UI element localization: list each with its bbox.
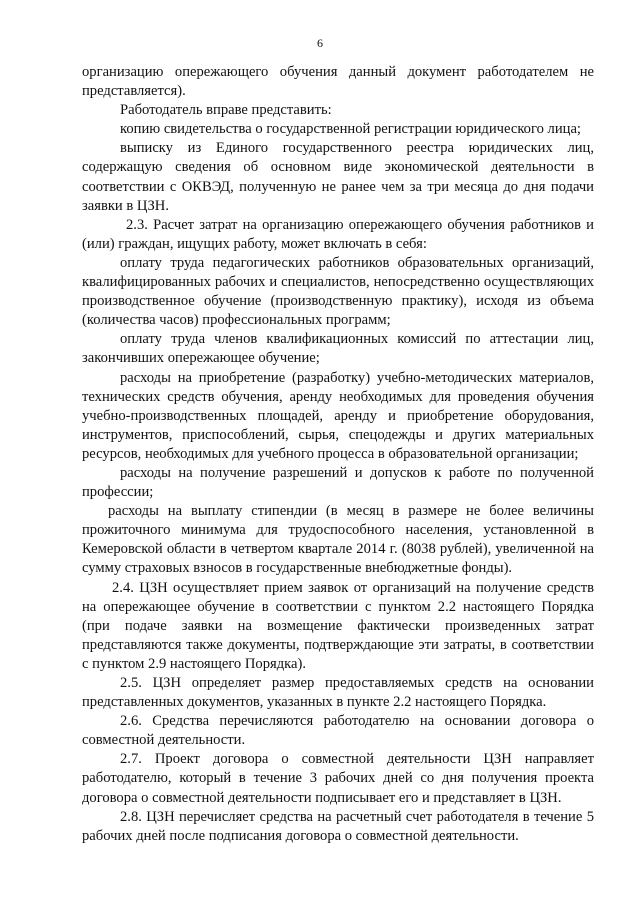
paragraph-materials-costs: расходы на приобретение (разработку) учебно-методических материалов, технических средств обучения, аренду необходимых для проведения обучения учебно-производственных площадей, аренду и приобретение оборудования, инструментов, приспособлений, сырья, спецодежды и других материальных ресурсов, необходимых для учебного процесса в образовательной организации;: [82, 369, 594, 462]
paragraph-2-6: 2.6. Средства перечисляются работодателю на основании договора о совместной деятельности.: [82, 713, 594, 749]
paragraph-employer-may-submit: Работодатель вправе представить:: [120, 102, 332, 119]
document-body: [82, 63, 594, 846]
paragraph-commission-pay: оплату труда членов квалификационных комиссий по аттестации лиц, закончивших опережающее обучение;: [82, 331, 594, 367]
paragraph-2-7: 2.7. Проект договора о совместной деятельности ЦЗН направляет работодателю, который в течение 3 рабочих дней со дня получения проекта договора о совместной деятельности подписывает его и представляет в ЦЗН.: [82, 751, 594, 806]
page-number: 6: [317, 36, 323, 50]
paragraph-2-5: 2.5. ЦЗН определяет размер предоставляемых средств на основании представленных документов, указанных в пункте 2.2 настоящего Порядка.: [82, 675, 594, 711]
paragraph-2-4: 2.4. ЦЗН осуществляет прием заявок от организаций на получение средств на опережающее обучение в соответствии с пунктом 2.2 настоящего Порядка (при подаче заявки на возмещение фактически произведенных затрат представляются также документы, подтверждающие эти затраты, в соответствии с пунктом 2.9 настоящего Порядка).: [82, 579, 594, 672]
paragraph-2-8: 2.8. ЦЗН перечисляет средства на расчетный счет работодателя в течение 5 рабочих дней после подписания договора о совместной деятельности.: [82, 808, 594, 844]
paragraph-continuation: организацию опережающего обучения данный документ работодателем не представляется).: [82, 64, 594, 100]
paragraph-2-3: 2.3. Расчет затрат на организацию опережающего обучения работников и (или) граждан, ищущих работу, может включать в себя:: [82, 216, 594, 252]
paragraph-stipend-costs: расходы на выплату стипендии (в месяц в размере не более величины прожиточного минимума для трудоспособного населения, установленной в Кемеровской области в четвертом квартале 2014 г. (8038 рублей), увеличенной на сумму страховых взносов в государственные внебюджетные фонды).: [82, 503, 594, 577]
paragraph-registration-certificate: копию свидетельства о государственной регистрации юридического лица;: [120, 121, 581, 138]
paragraph-registry-extract: выписку из Единого государственного реестра юридических лиц, содержащую сведения об основном виде экономической деятельности в соответствии с ОКВЭД, полученную не ранее чем за три месяца до дня подачи заявки в ЦЗН.: [82, 140, 594, 214]
paragraph-permits-costs: расходы на получение разрешений и допусков к работе по полученной профессии;: [82, 464, 594, 501]
paragraph-teacher-pay: оплату труда педагогических работников образовательных организаций, квалифицированных рабочих и специалистов, непосредственно осуществляющих производственное обучение (производственную практику), исходя из объема (количества часов) профессиональных программ;: [82, 254, 594, 329]
